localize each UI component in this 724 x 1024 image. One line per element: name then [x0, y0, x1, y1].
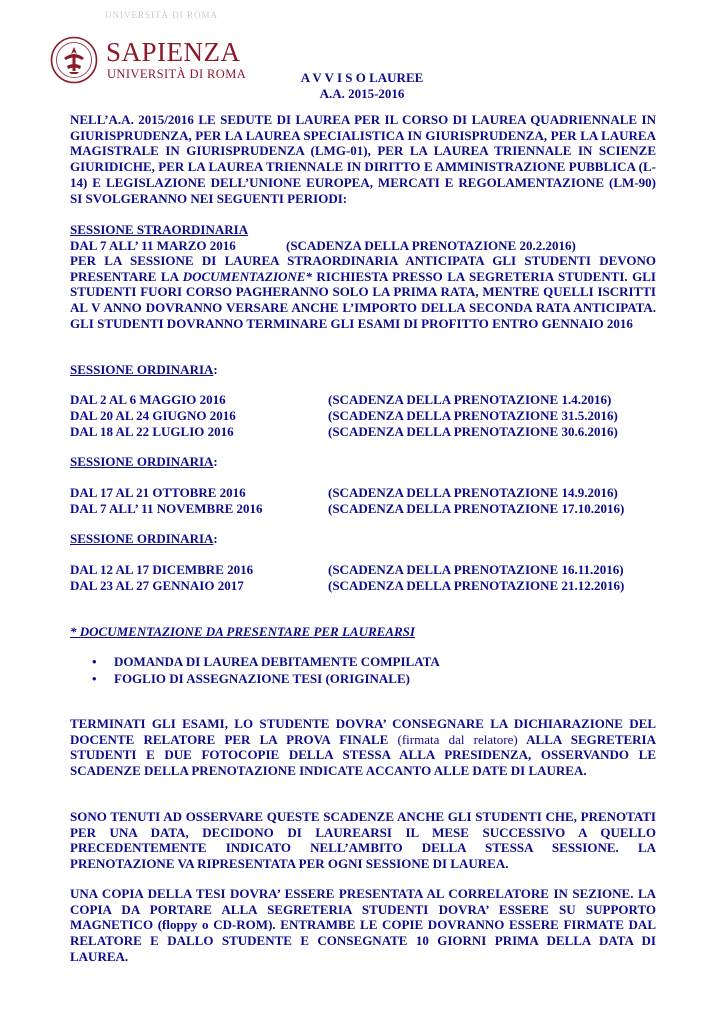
p1-text-after: ALLA SEGRETERIA STUDENTI E DUE FOTOCOPIE DELLA STESSA ALLA PRESIDENZA, OSSERVANDO LE SCADENZE DELLA PRENOTAZIONE INDICATE ACCANTO ALLE DATE DI LAUREA. [70, 731, 656, 779]
straordinaria-deadline: (SCADENZA DELLA PRENOTAZIONE 20.2.2016) [286, 238, 576, 253]
session-dates: DAL 23 AL 27 GENNAIO 2017 [70, 578, 244, 593]
ordinaria-heading-colon: : [213, 531, 218, 546]
straordinaria-paragraph [70, 253, 656, 332]
session-deadline: (SCADENZA DELLA PRENOTAZIONE 14.9.2016) [328, 485, 618, 500]
logo-name: SAPIENZA [106, 37, 241, 67]
documentation-heading [70, 624, 415, 640]
notice-title: A V V I S O LAUREE [300, 70, 424, 85]
session-deadline: (SCADENZA DELLA PRENOTAZIONE 17.10.2016) [328, 501, 625, 516]
deadlines-paragraph: SONO TENUTI AD OSSERVARE QUESTE SCADENZE ANCHE GLI STUDENTI CHE, PRENOTATI PER UNA DATA, DECIDONO DI LAUREARSI IL MESE SUCCESSIVO A QUELLO PRECEDENTEMENTE INDICATO NELL’AMBITO DELLA STESSA SESSIONE. LA PRENOTAZIONE VA RIPRESENTATA PER OGNI SESSIONE DI LAUREA. [70, 809, 656, 872]
documentation-item: FOGLIO DI ASSEGNAZIONE TESI (ORIGINALE) [114, 671, 410, 686]
session-dates: DAL 7 ALL’ 11 NOVEMBRE 2016 [70, 501, 263, 516]
thesis-copy-paragraph: UNA COPIA DELLA TESI DOVRA’ ESSERE PRESENTATA AL CORRELATORE IN SEZIONE. LA COPIA DA PORTARE ALLA SEGRETERIA STUDENTI DOVRA’ ESSERE SU SUPPORTO MAGNETICO (floppy o CD-ROM). ENTRAMBE LE COPIE DOVRANNO ESSERE FIRMATE DAL RELATORE E DALLO STUDENTE E CONSEGNATE 10 GIORNI PRIMA DELLA DATA DI LAUREA. [70, 886, 656, 964]
straordinaria-text-after: RICHIESTA PRESSO LA SEGRETERIA STUDENTI. GLI STUDENTI FUORI CORSO PAGHERANNO SOLO LA PRIMA RATA, MENTRE QUELLI ISCRITTI AL V ANNO DOVRANNO VERSARE ANCHE L’IMPORTO DELLA SECONDA RATA ANTICIPATA. GLI STUDENTI DOVRANNO TERMINARE GLI ESAMI DI PROFITTO ENTRO GENNAIO 2016 [70, 268, 656, 331]
session-dates: DAL 17 AL 21 OTTOBRE 2016 [70, 485, 246, 500]
bullet-icon: • [92, 671, 97, 686]
p1-parenthetical: (firmata dal relatore) [397, 731, 518, 747]
academic-year: A.A. 2015-2016 [319, 86, 405, 101]
ordinaria-heading-label: SESSIONE ORDINARIA [70, 531, 214, 546]
session-deadline: (SCADENZA DELLA PRENOTAZIONE 31.5.2016) [328, 408, 618, 423]
ordinaria-heading [70, 454, 218, 470]
ordinaria-heading [70, 531, 218, 547]
straordinaria-heading: SESSIONE STRAORDINARIA [70, 222, 249, 237]
faint-header-text: UNIVERSITÀ DI ROMA [105, 10, 218, 20]
p1-text-before: TERMINATI GLI ESAMI, LO STUDENTE DOVRA’ CONSEGNARE LA DICHIARAZIONE DEL DOCENTE RELATORE PER LA PROVA FINALE [70, 716, 656, 747]
documentation-item: DOMANDA DI LAUREA DEBITAMENTE COMPILATA [114, 654, 440, 669]
session-deadline: (SCADENZA DELLA PRENOTAZIONE 21.12.2016) [328, 578, 625, 593]
session-dates: DAL 18 AL 22 LUGLIO 2016 [70, 424, 234, 439]
session-dates: DAL 12 AL 17 DICEMBRE 2016 [70, 562, 254, 577]
ordinaria-heading-label: SESSIONE ORDINARIA [70, 454, 214, 469]
graduation-instructions-paragraph [70, 716, 656, 779]
session-deadline: (SCADENZA DELLA PRENOTAZIONE 30.6.2016) [328, 424, 618, 439]
session-dates: DAL 20 AL 24 GIUGNO 2016 [70, 408, 236, 423]
ordinaria-heading-label: SESSIONE ORDINARIA [70, 362, 214, 377]
bullet-icon: • [92, 654, 97, 669]
session-deadline: (SCADENZA DELLA PRENOTAZIONE 1.4.2016) [328, 392, 612, 407]
ordinaria-heading-colon: : [213, 362, 218, 377]
ordinaria-heading [70, 362, 218, 378]
intro-paragraph: NELL’A.A. 2015/2016 LE SEDUTE DI LAUREA PER IL CORSO DI LAUREA QUADRIENNALE IN GIURISPRUDENZA, PER LA LAUREA SPECIALISTICA IN GIURISPRUDENZA, PER LA LAUREA MAGISTRALE IN GIURISPRUDENZA (LMG-01), PER LA LAUREA TRIENNALE IN SCIENZE GIURIDICHE, PER LA LAUREA TRIENNALE IN DIRITTO E AMMINISTRAZIONE PUBBLICA (L-14) E LEGISLAZIONE DELL’UNIONE EUROPEA, MERCATI E REGOLAMENTAZIONE (LM-90) SI SVOLGERANNO NEI SEGUENTI PERIODI: [70, 112, 656, 206]
documentation-heading-text: * DOCUMENTAZIONE DA PRESENTARE PER LAUREARSI [70, 624, 415, 639]
session-dates: DAL 2 AL 6 MAGGIO 2016 [70, 392, 226, 407]
straordinaria-dates: DAL 7 ALL’ 11 MARZO 2016 [70, 238, 236, 253]
logo-subtitle: UNIVERSITÀ DI ROMA [107, 67, 247, 81]
straordinaria-text-before: PER LA SESSIONE DI LAUREA STRAORDINARIA ANTICIPATA GLI STUDENTI DEVONO PRESENTARE LA [70, 253, 656, 284]
documentation-term: DOCUMENTAZIONE* [182, 268, 312, 284]
session-deadline: (SCADENZA DELLA PRENOTAZIONE 16.11.2016) [328, 562, 624, 577]
ordinaria-heading-colon: : [213, 454, 218, 469]
